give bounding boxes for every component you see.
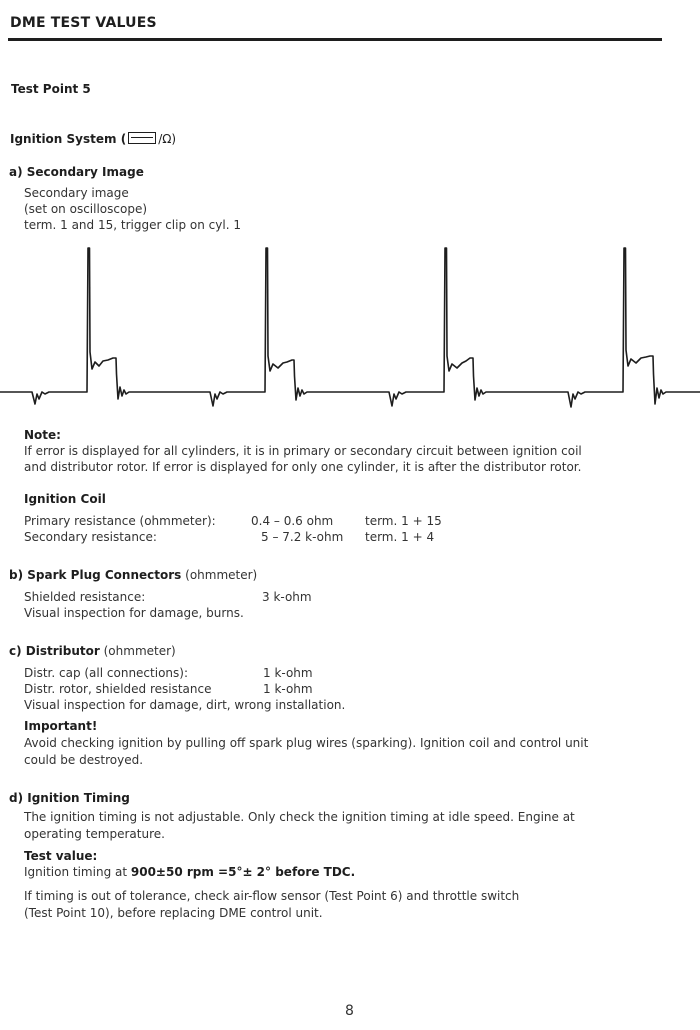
spark-plug-inspection: Visual inspection for damage, burns. — [24, 606, 244, 620]
ignition-coil-heading: Ignition Coil — [24, 492, 106, 506]
ignition-system-label: Ignition System ( — [10, 132, 127, 146]
secondary-image-heading: a) Secondary Image — [9, 165, 144, 179]
distributor-heading — [9, 644, 176, 658]
timing-line-1: The ignition timing is not adjustable. Only check the ignition timing at idle speed. Engine at — [24, 810, 575, 824]
note-line-1: If error is displayed for all cylinders, it is in primary or secondary circuit between ignition coil — [24, 444, 582, 458]
oscilloscope-icon — [128, 132, 156, 144]
spark-plug-title: b) Spark Plug Connectors — [9, 568, 182, 582]
important-line-2: could be destroyed. — [24, 753, 144, 767]
test-value-prefix: Ignition timing at — [24, 865, 131, 879]
distr-cap-value: 1 k-ohm — [263, 666, 313, 680]
secondary-resistance-term: term. 1 + 4 — [365, 530, 435, 544]
timing-line-2: operating temperature. — [24, 827, 165, 841]
distributor-title: c) Distributor — [9, 644, 100, 658]
distributor-inspection: Visual inspection for damage, dirt, wrong installation. — [24, 698, 346, 712]
primary-resistance-term: term. 1 + 15 — [365, 514, 442, 528]
test-value-heading: Test value: — [24, 849, 98, 863]
secondary-image-line-2: (set on oscilloscope) — [24, 202, 148, 216]
test-value-line — [24, 865, 355, 879]
timing-footer-line-1: If timing is out of tolerance, check air-flow sensor (Test Point 6) and throttle switch — [24, 889, 520, 903]
spark-plug-method: (ohmmeter) — [185, 568, 258, 582]
page-header-title: DME TEST VALUES — [10, 15, 157, 31]
ignition-system-heading — [10, 132, 176, 146]
important-line-1: Avoid checking ignition by pulling off spark plug wires (sparking). Ignition coil and control unit — [24, 736, 589, 750]
page-number: 8 — [345, 1003, 354, 1019]
ignition-system-unit: /Ω) — [158, 132, 177, 146]
test-value-spec: 900±50 rpm =5°± 2° before TDC. — [130, 865, 356, 879]
distr-rotor-label: Distr. rotor, shielded resistance — [24, 682, 212, 696]
ignition-timing-heading: d) Ignition Timing — [9, 791, 130, 805]
shielded-resistance-label: Shielded resistance: — [24, 590, 146, 604]
note-heading: Note: — [24, 428, 61, 442]
secondary-resistance-label: Secondary resistance: — [24, 530, 157, 544]
header-rule — [8, 38, 662, 41]
waveform-trace — [0, 248, 700, 407]
secondary-image-line-1: Secondary image — [24, 186, 129, 200]
note-line-2: and distributor rotor. If error is displayed for only one cylinder, it is after the distributor rotor. — [24, 460, 582, 474]
distributor-method: (ohmmeter) — [103, 644, 176, 658]
spark-plug-heading — [9, 568, 257, 582]
test-point-title: Test Point 5 — [11, 82, 91, 96]
primary-resistance-label: Primary resistance (ohmmeter): — [24, 514, 216, 528]
shielded-resistance-value: 3 k-ohm — [262, 590, 312, 604]
primary-resistance-value: 0.4 – 0.6 ohm — [251, 514, 334, 528]
secondary-ignition-waveform — [0, 244, 700, 414]
distr-rotor-value: 1 k-ohm — [263, 682, 313, 696]
timing-footer-line-2: (Test Point 10), before replacing DME control unit. — [24, 906, 323, 920]
important-heading: Important! — [24, 719, 98, 733]
secondary-resistance-value: 5 – 7.2 k-ohm — [261, 530, 344, 544]
secondary-image-line-3: term. 1 and 15, trigger clip on cyl. 1 — [24, 218, 241, 232]
distr-cap-label: Distr. cap (all connections): — [24, 666, 188, 680]
